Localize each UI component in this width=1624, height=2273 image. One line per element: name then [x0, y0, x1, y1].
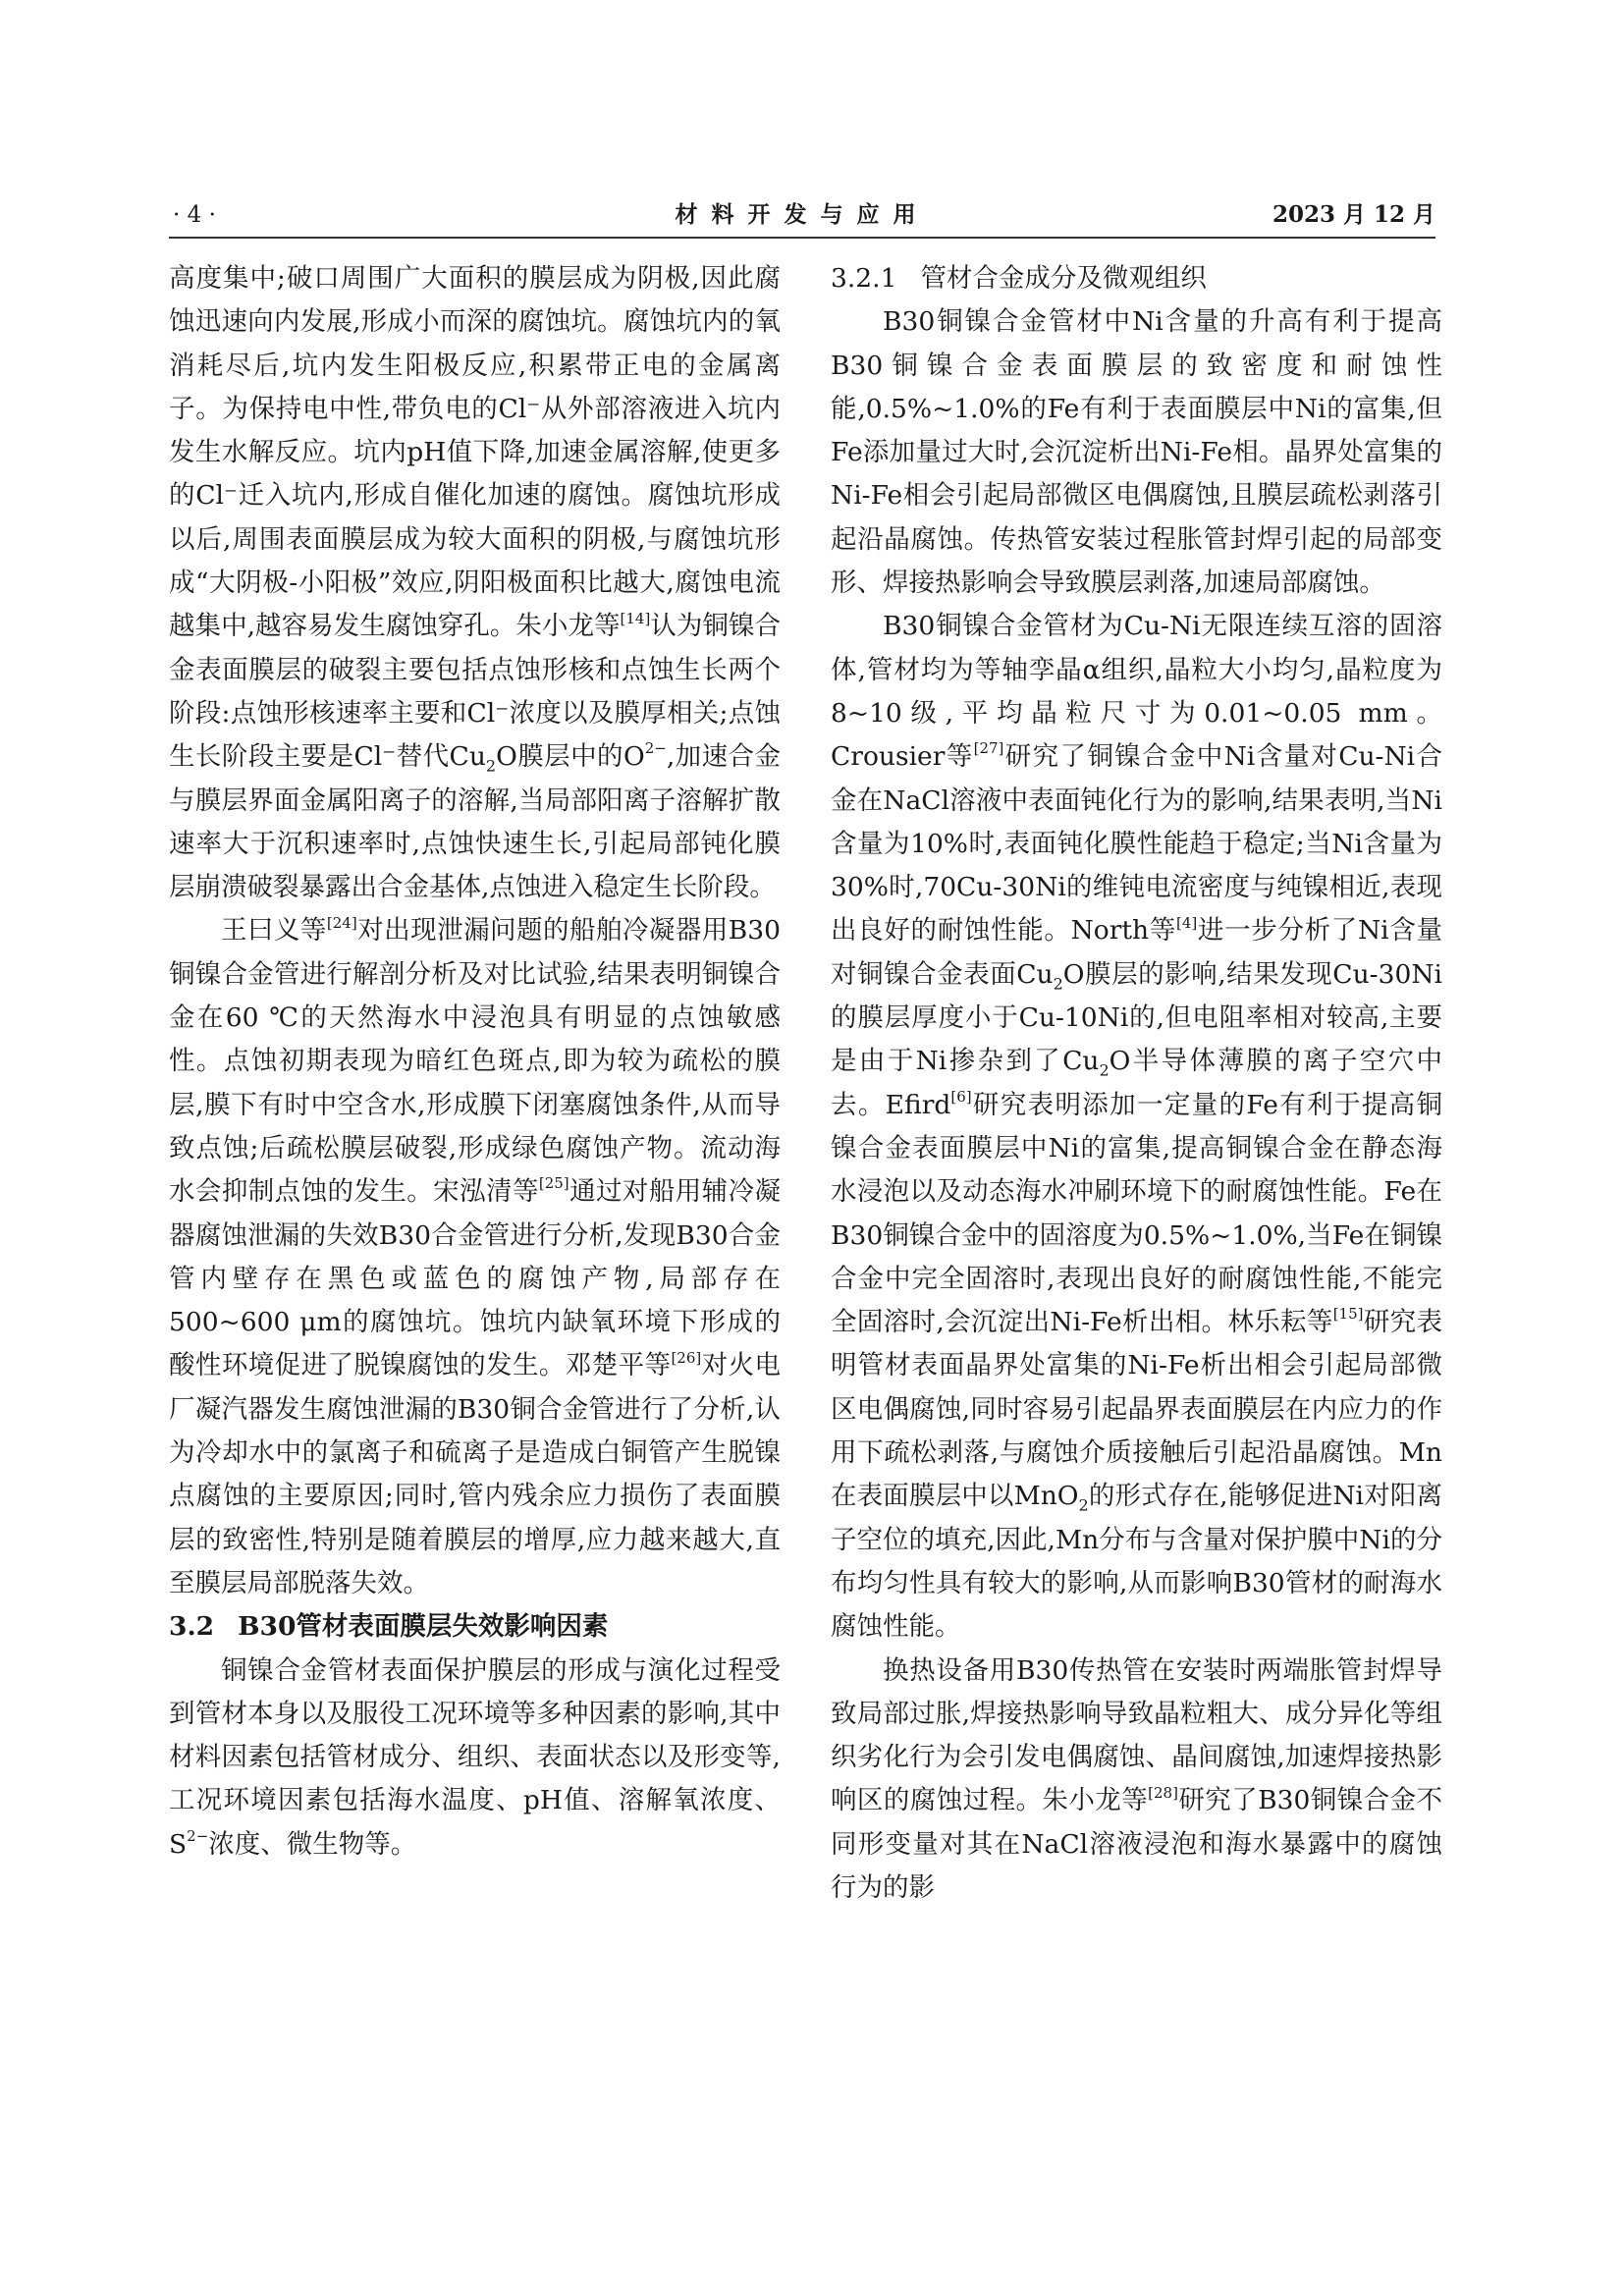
citation-26[interactable]: [26]	[671, 1348, 702, 1367]
paragraph-pitting-mechanism: 高度集中;破口周围广大面积的膜层成为阴极,因此腐蚀迅速向内发展,形成小而深的腐蚀坑。腐蚀坑内的氧消耗尽后,坑内发生阳极反应,积累带正电的金属离子。为保持电中性,带负电的Cl⁻从外部溶液进入坑内发生水解反应。坑内pH值下降,加速金属溶解,使更多的Cl⁻迁入坑内,形成自催化加速的腐蚀。腐蚀坑形成以后,周围表面膜层成为较大面积的阴极,与腐蚀坑形成“大阴极-小阳极”效应,阴阳极面积比越大,腐蚀电流越集中,越容易发生腐蚀穿孔。朱小龙等[14]认为铜镍合金表面膜层的破裂主要包括点蚀形核和点蚀生长两个阶段:点蚀形核速率主要和Cl⁻浓度以及膜厚相关;点蚀生长阶段主要是Cl⁻替代$Cu_2O$膜层中的$O^{2-}$,加速合金与膜层界面金属阳离子的溶解,当局部阳离子溶解扩散速率大于沉积速率时,点蚀快速生长,引起局部钝化膜层崩溃破裂暴露出合金基体,点蚀进入稳定生长阶段。	[169, 263, 781, 903]
citation-15[interactable]: [15]	[1332, 1305, 1364, 1324]
citation-24[interactable]: [24]	[326, 913, 357, 932]
section-heading-3-2: 3.2 B30管材表面膜层失效影响因素	[169, 1611, 609, 1643]
paragraph-microstructure: B30铜镍合金管材为Cu-Ni无限连续互溶的固溶体,管材均为等轴孪晶α组织,晶粒大小均匀,晶粒度为8~10级,平均晶粒尺寸为0.01~0.05 mm。Crousier等[27]研究了铜镍合金中Ni含量对Cu-Ni合金在NaCl溶液中表面钝化行为的影响,结果表明,当Ni含量为10%时,表面钝化膜性能趋于稳定;当Ni含量为30%时,70Cu-30Ni的维钝电流密度与纯镍相近,表现出良好的耐蚀性能。North等[4]进一步分析了Ni含量对铜镍合金表面$Cu_2O$膜层的影响,结果发现Cu-30Ni的膜层厚度小于Cu-10Ni的,但电阻率相对较高,主要是由于Ni掺杂到了$Cu_2O$半导体薄膜的离子空穴中去。Efird[6]研究表明添加一定量的Fe有利于提高铜镍合金表面膜层中Ni的富集,提高铜镍合金在静态海水浸泡以及动态海水冲刷环境下的耐腐蚀性能。Fe在B30铜镍合金中的固溶度为0.5%~1.0%,当Fe在铜镍合金中完全固溶时,表现出良好的耐腐蚀性能,不能完全固溶时,会沉淀出Ni-Fe析出相。林乐耘等[15]研究表明管材表面晶界处富集的Ni-Fe析出相会引起局部微区电偶腐蚀,同时容易引起晶界表面膜层在内应力的作用下疏松剥落,与腐蚀介质接触后引起沿晶腐蚀。Mn在表面膜层中以MnO$_2$的形式存在,能够促进Ni对阳离子空位的填充,因此,Mn分布与含量对保护膜中Ni的分布均匀性具有较大的影响,从而影响B30管材的耐海水腐蚀性能。	[831, 611, 1443, 1643]
header-rule	[169, 237, 1435, 239]
paragraph-welding-deformation: 换热设备用B30传热管在安装时两端胀管封焊导致局部过胀,焊接热影响导致晶粒粗大、成分异化等组织劣化行为会引发电偶腐蚀、晶间腐蚀,加速焊接热影响区的腐蚀过程。朱小龙等[28]研究了B30铜镍合金不同形变量对其在NaCl溶液浸泡和海水暴露中的腐蚀行为的影	[831, 1654, 1443, 1903]
right-column	[831, 257, 1442, 1910]
citation-28[interactable]: [28]	[1148, 1783, 1178, 1802]
citation-25[interactable]: [25]	[538, 1174, 569, 1193]
paragraph-case-studies: 王曰义等[24]对出现泄漏问题的船舶冷凝器用B30铜镍合金管进行解剖分析及对比试验,结果表明铜镍合金在60 ℃的天然海水中浸泡具有明显的点蚀敏感性。点蚀初期表现为暗红色斑点,即为较为疏松的膜层,膜下有时中空含水,形成膜下闭塞腐蚀条件,从而导致点蚀;后疏松膜层破裂,形成绿色腐蚀产物。流动海水会抑制点蚀的发生。宋泓清等[25]通过对船用辅冷凝器腐蚀泄漏的失效B30合金管进行分析,发现B30合金管内壁存在黑色或蓝色的腐蚀产物,局部存在500~600 μm的腐蚀坑。蚀坑内缺氧环境下形成的酸性环境促进了脱镍腐蚀的发生。邓楚平等[26]对火电厂凝汽器发生腐蚀泄漏的B30铜合金管进行了分析,认为冷却水中的氯离子和硫离子是造成白铜管产生脱镍点腐蚀的主要原因;同时,管内残余应力损伤了表面膜层的致密性,特别是随着膜层的增厚,应力越来越大,直至膜层局部脱落失效。	[169, 913, 782, 1598]
running-header	[169, 196, 1435, 234]
citation-14[interactable]: [14]	[620, 609, 651, 627]
journal-title: 材料开发与应用	[675, 201, 930, 228]
page-number: · 4 ·	[173, 202, 216, 228]
citation-4[interactable]: [4]	[1175, 913, 1198, 932]
issue-date: 2023 月 12 月	[1272, 201, 1435, 228]
paragraph-composition: B30铜镍合金管材中Ni含量的升高有利于提高B30铜镍合金表面膜层的致密度和耐蚀性能,0.5%~1.0%的Fe有利于表面膜层中Ni的富集,但Fe添加量过大时,会沉淀析出Ni-Fe相。晶界处富集的Ni-Fe相会引起局部微区电偶腐蚀,且膜层疏松剥落引起沿晶腐蚀。传热管安装过程胀管封焊引起的局部变形、焊接热影响会导致膜层剥落,加速局部腐蚀。	[831, 306, 1442, 599]
citation-27[interactable]: [27]	[973, 739, 1004, 758]
paragraph-factors-intro: 铜镍合金管材表面保护膜层的形成与演化过程受到管材本身以及服役工况环境等多种因素的影响,其中材料因素包括管材成分、组织、表面状态以及形变等,工况环境因素包括海水温度、pH值、溶解氧浓度、$S^{2-}$浓度、微生物等。	[169, 1654, 781, 1860]
left-column	[169, 257, 781, 1867]
citation-6[interactable]: [6]	[950, 1087, 972, 1106]
section-heading-3-2-1: 3.2.1 管材合金成分及微观组织	[831, 263, 1207, 294]
